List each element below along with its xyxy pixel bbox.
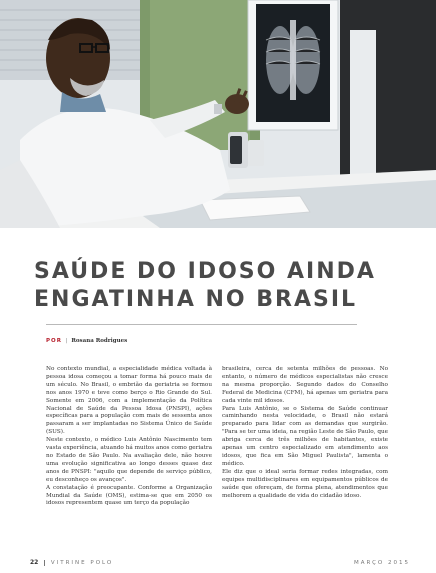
byline-label: POR bbox=[46, 338, 62, 344]
footer-divider bbox=[44, 560, 45, 566]
page-number: 22 bbox=[30, 559, 39, 566]
author-name: Rosana Rodrigues bbox=[71, 338, 128, 344]
body-column-left bbox=[46, 366, 212, 508]
paragraph: Para Luis Antônio, se o Sistema de Saúde continuar caminhando nesta velocidade, o Brasil não estará preparado para lidar com as demandas que surgirão. "Para se ter uma ideia, na região Leste de São Paulo, que abriga cerca de três milhões de habitantes, existe apenas um centro especializado em atendimento aos idosos, que fica em São Miguel Paulista", lamenta o médico. bbox=[222, 405, 388, 467]
paragraph: No contexto mundial, a especialidade médica voltada à pessoa idosa começou a tomar forma há pouco mais de um século. No Brasil, o embrião da geriatria se formou nos anos 1970 e teve como berço o Rio Grande do Sul. Somente em 2006, com a implementação da Política Nacional de Saúde da Pessoa Idosa (PNSPI), ações específicas para a população com mais de sessenta anos passaram a ser implantadas no Sistema Único de Saúde (SUS). bbox=[46, 366, 212, 436]
article-title-line-2: ENGATINHA NO BRASIL bbox=[34, 287, 358, 312]
title-divider bbox=[46, 324, 357, 325]
paragraph: A constatação é preocupante. Conforme a Organização Mundial da Saúde (OMS), estima-se que em 2050 os idosos representem quase um terço da população bbox=[46, 484, 212, 507]
magazine-name: VITRINE POLO bbox=[50, 560, 114, 566]
paragraph: Ele diz que o ideal seria formar redes integradas, com equipes multidisciplinares em equipamentos públicos de saúde que ofereçam, de forma plena, atendimentos que melhorem a qualidade de vida do cidadão idoso. bbox=[222, 468, 388, 499]
article-photo bbox=[0, 0, 436, 228]
issue-date: MARÇO 2015 bbox=[354, 560, 410, 566]
byline bbox=[46, 335, 127, 347]
article-title-line-1: SAÚDE DO IDOSO AINDA bbox=[34, 259, 376, 284]
paragraph: brasileira, cerca de setenta milhões de pessoas. No entanto, o número de médicos especialistas não cresce na mesma proporção. Segundo dados do Conselho Federal de Medicina (CFM), há apenas um geriatra para cada vinte mil idosos. bbox=[222, 366, 388, 404]
page-footer bbox=[30, 558, 410, 568]
doctor-xray-photo bbox=[0, 0, 436, 228]
paragraph: Neste contexto, o médico Luis Antônio Nascimento tem vasta experiência, atuando há muitos anos como geriatra no Estado de São Paulo. Na avaliação dele, não houve uma evolução significativa ao longo desses quase dez anos de PNSPI: "aquilo que depende de serviço público, eu desconheço os avanços". bbox=[46, 437, 212, 483]
byline-separator: | bbox=[65, 338, 68, 344]
article-title bbox=[34, 258, 414, 314]
body-column-right bbox=[222, 366, 388, 500]
